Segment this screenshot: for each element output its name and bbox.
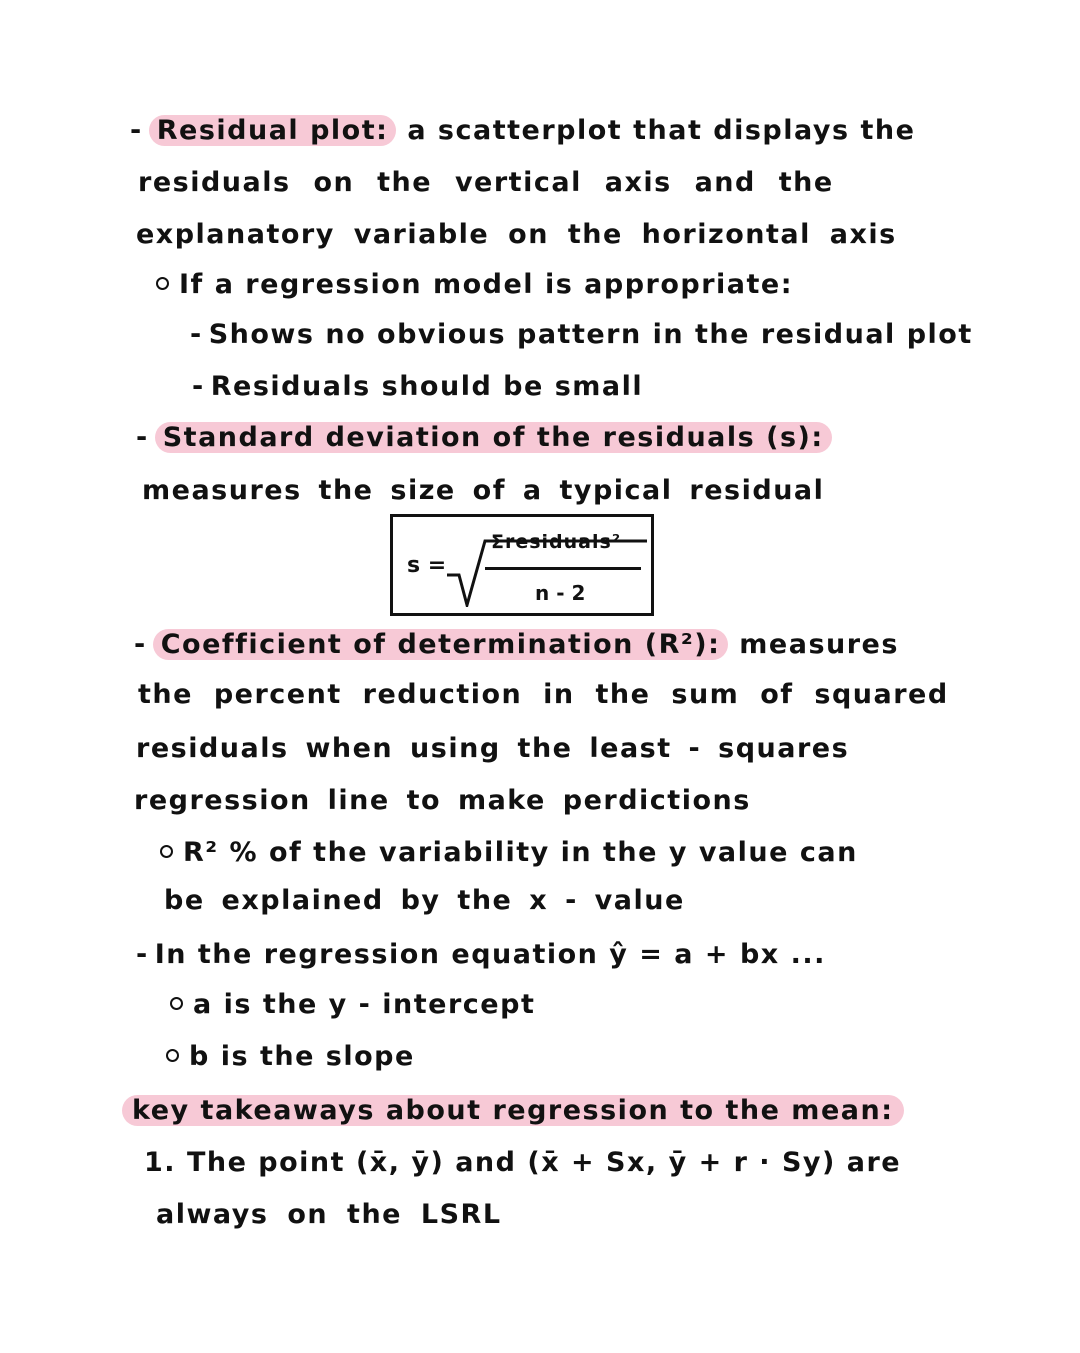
- dash: -: [190, 319, 203, 350]
- dash: -: [130, 115, 143, 146]
- coefficient-heading: [134, 628, 899, 662]
- takeaways-heading: [122, 1094, 904, 1128]
- takeaways-heading-text: key takeaways about regression to the mean:: [122, 1095, 904, 1126]
- residual-plot-point1: [190, 318, 973, 352]
- equation-line1-text: In the regression equation ŷ = a + bx ...: [154, 939, 826, 970]
- residual-plot-subheading: [156, 268, 793, 302]
- dash: -: [136, 422, 149, 453]
- coefficient-term: Coefficient of determination (R²):: [153, 629, 729, 660]
- dash: -: [136, 939, 149, 970]
- takeaways-item1: 1. The point (x̄, ȳ) and (x̄ + Sx, ȳ + r · Sy) are: [144, 1147, 902, 1178]
- equation-bullet-a: [170, 988, 535, 1022]
- formula-lhs: s =: [407, 553, 447, 578]
- residual-plot-line2: residuals on the vertical axis and the: [138, 167, 834, 198]
- equation-bullet-b-text: b is the slope: [189, 1041, 415, 1072]
- bullet-icon: [156, 277, 169, 290]
- formula-denominator: n - 2: [535, 581, 586, 605]
- coefficient-line1-rest: measures: [739, 629, 899, 660]
- dash: -: [192, 371, 205, 402]
- fraction-bar: [485, 567, 641, 570]
- bullet-icon: [170, 997, 183, 1010]
- residual-plot-subheading-text: If a regression model is appropriate:: [179, 269, 794, 300]
- formula-box: [390, 514, 654, 616]
- std-dev-heading: [136, 421, 832, 455]
- takeaways-item1-cont: always on the LSRL: [156, 1199, 502, 1230]
- equation-bullet-b: [166, 1040, 415, 1074]
- equation-bullet-a-text: a is the y - intercept: [193, 989, 536, 1020]
- residual-plot-term: Residual plot:: [149, 115, 397, 146]
- coefficient-bullet1-cont: be explained by the x - value: [164, 885, 685, 916]
- residual-plot-point1-text: Shows no obvious pattern in the residual plot: [208, 319, 973, 350]
- residual-plot-point2-text: Residuals should be small: [210, 371, 644, 402]
- std-dev-term: Standard deviation of the residuals (s):: [155, 422, 832, 453]
- formula-numerator: Σresiduals²: [491, 531, 622, 553]
- bullet-icon: [160, 845, 173, 858]
- bullet-icon: [166, 1049, 179, 1062]
- coefficient-line3: residuals when using the least - squares: [136, 733, 850, 764]
- residual-plot-line3: explanatory variable on the horizontal axis: [136, 219, 897, 250]
- equation-line1: [136, 938, 826, 972]
- coefficient-line4: regression line to make perdictions: [134, 785, 751, 816]
- coefficient-bullet1: [160, 836, 858, 870]
- residual-plot-def-1: a scatterplot that displays the: [407, 115, 916, 146]
- dash: -: [134, 629, 147, 660]
- coefficient-line2: the percent reduction in the sum of squared: [138, 679, 949, 710]
- residual-plot-point2: [192, 370, 643, 404]
- std-dev-line1: measures the size of a typical residual: [142, 475, 825, 506]
- coefficient-bullet1-text: R² % of the variability in the y value can: [183, 837, 858, 868]
- residual-plot-line1: [130, 114, 915, 148]
